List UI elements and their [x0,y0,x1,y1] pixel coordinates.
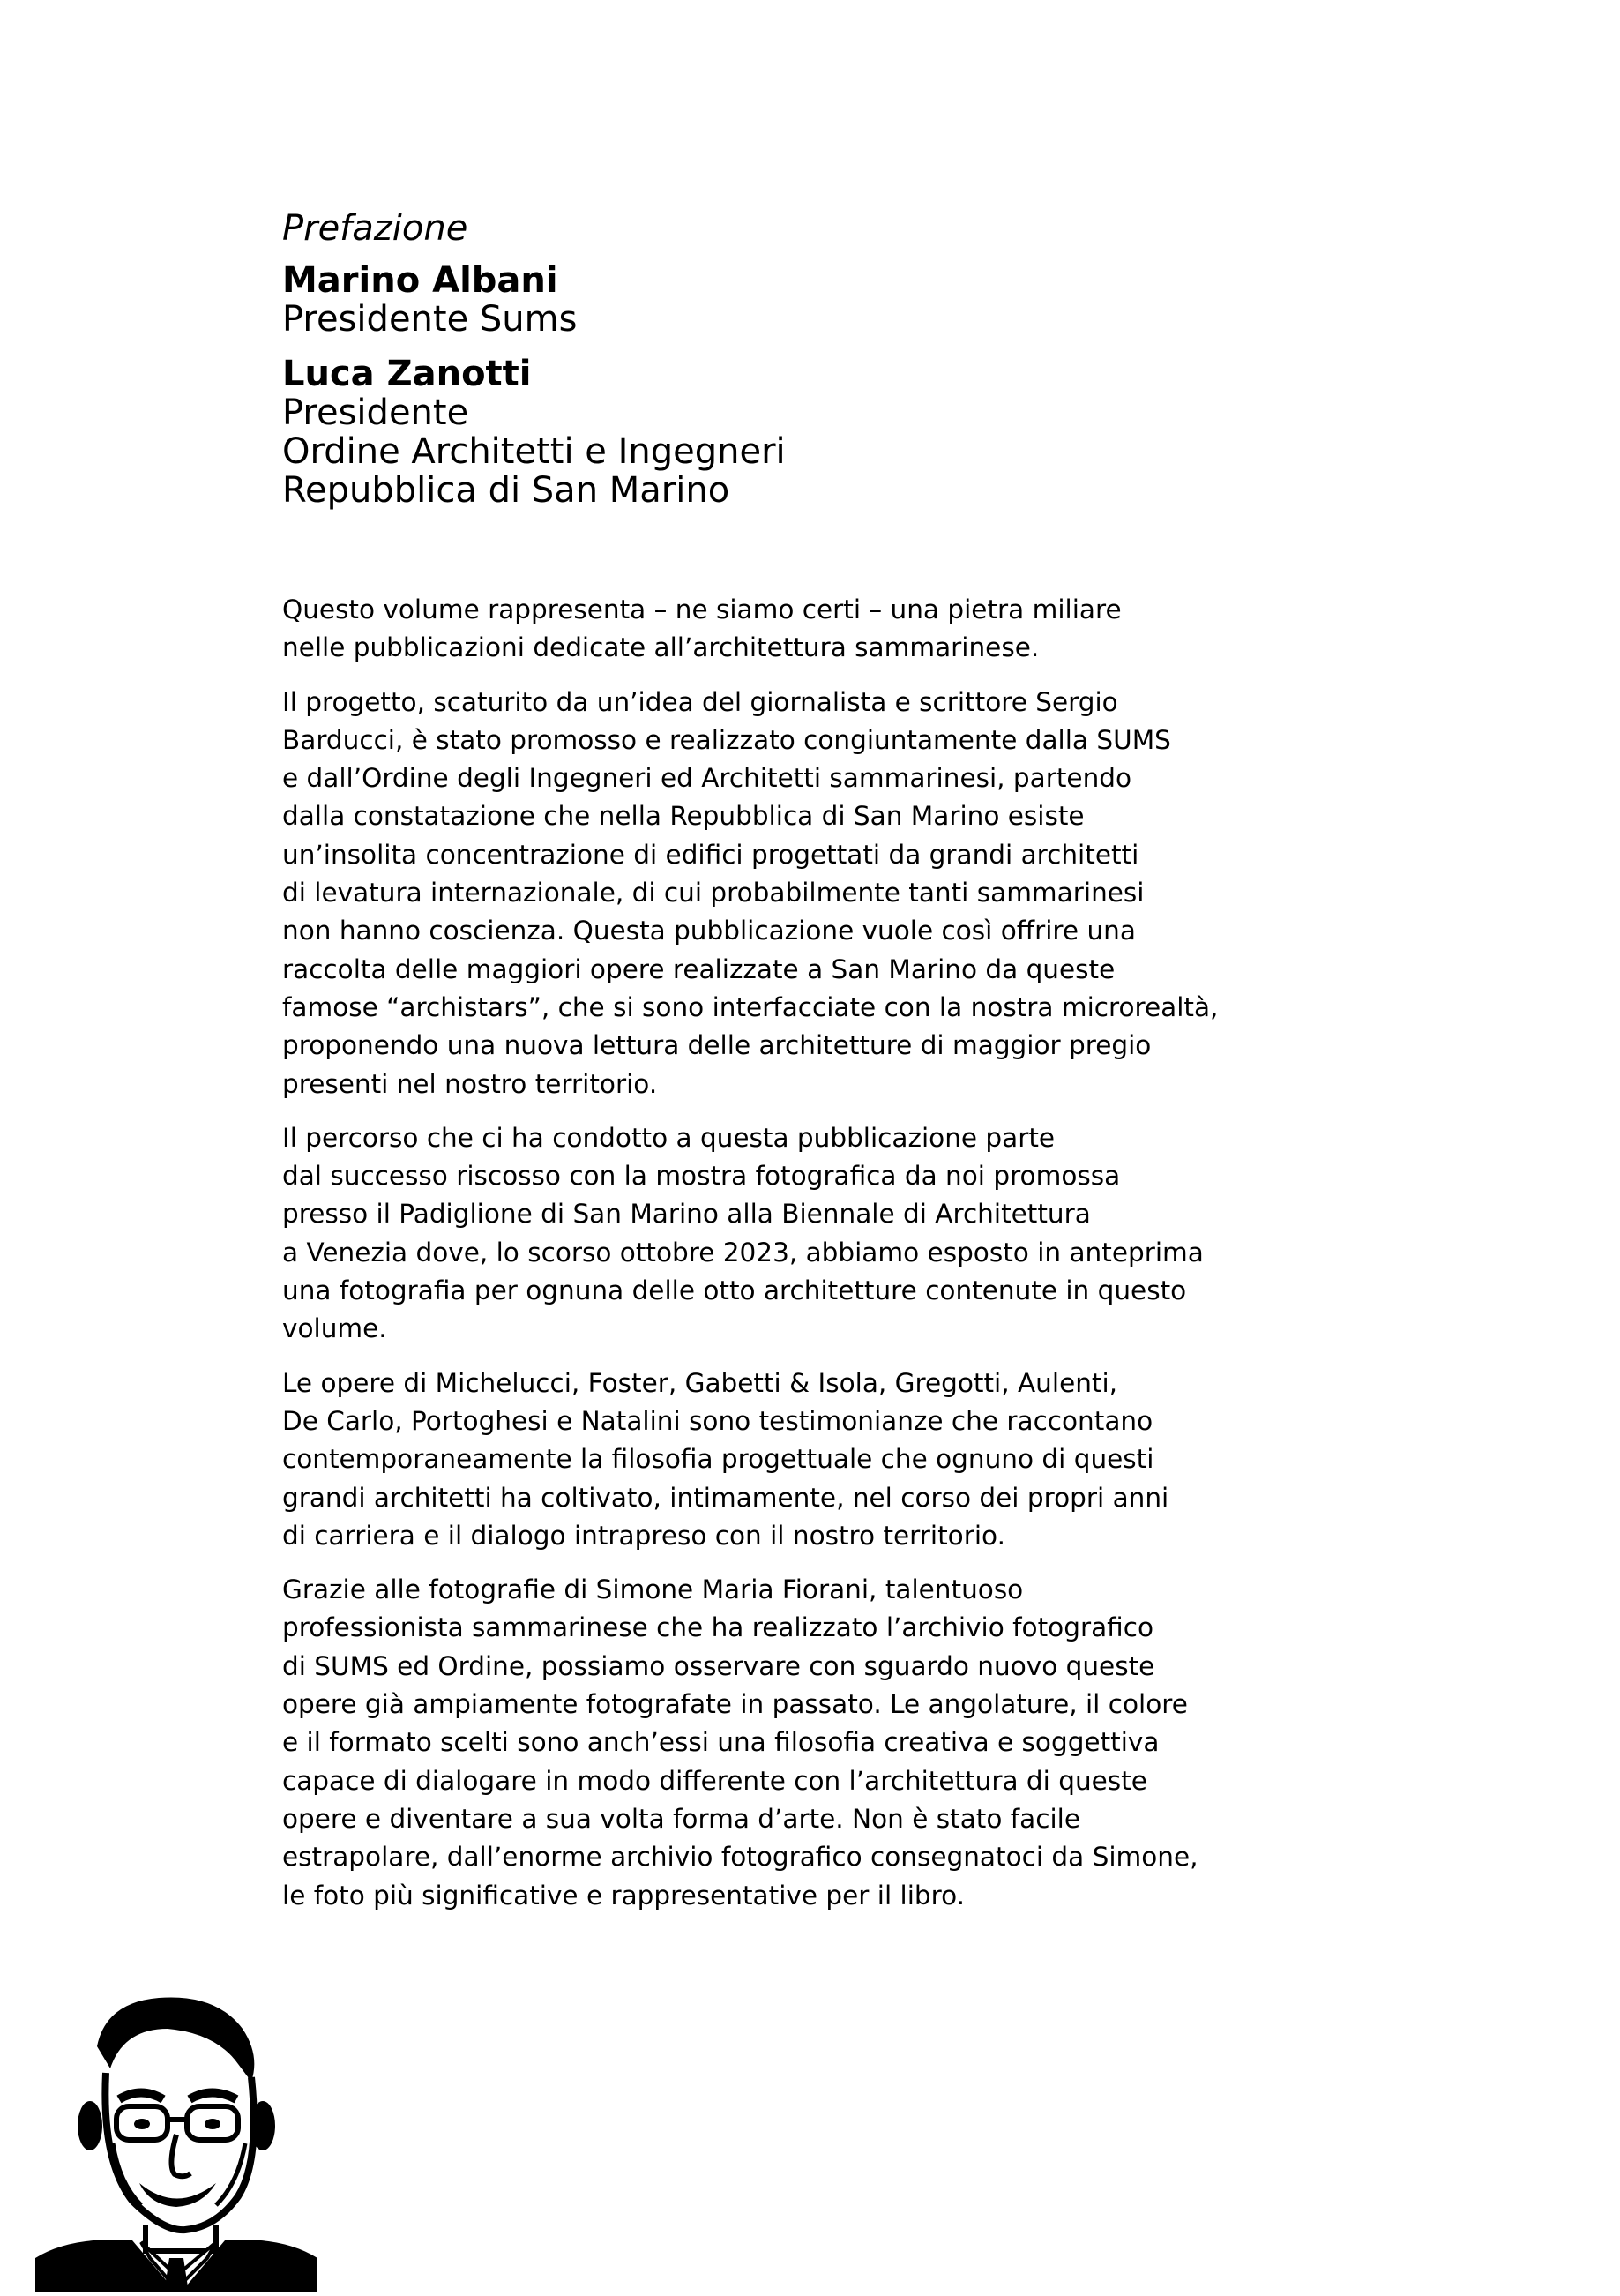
author-role: Presidente [282,393,469,433]
text-line: proponendo una nuova lettura delle architetture di maggior pregio [282,1030,1152,1061]
text-line: capace di dialogare in modo differente con l’architettura di queste [282,1765,1147,1796]
text-line: Grazie alle fotografie di Simone Maria Fiorani, talentuoso [282,1574,1024,1605]
text-line: un’insolita concentrazione di edifici progettati da grandi architetti [282,839,1139,870]
portrait-illustration-icon [35,1993,317,2292]
text-line: di SUMS ed Ordine, possiamo osservare con sguardo nuovo queste [282,1650,1155,1681]
text-line: Barducci, è stato promosso e realizzato congiuntamente dalla SUMS [282,724,1171,755]
text-line: opere già ampiamente fotografate in passato. Le angolature, il colore [282,1689,1188,1720]
text-line: raccolta delle maggiori opere realizzate a San Marino da queste [282,954,1116,984]
text-line: dal successo riscosso con la mostra fotografica da noi promossa [282,1161,1121,1192]
text-line: grandi architetti ha coltivato, intimamente, nel corso dei propri anni [282,1482,1169,1513]
text-line: estrapolare, dall’enorme archivio fotografico consegnatoci da Simone, [282,1842,1198,1873]
text-line: Il progetto, scaturito da un’idea del giornalista e scrittore Sergio [282,686,1118,717]
text-line: una fotografia per ognuna delle otto architetture contenute in questo [282,1275,1187,1306]
text-line: nelle pubblicazioni dedicate all’architettura sammarinese. [282,632,1040,663]
body-text [282,591,1429,1931]
author-block-2 [282,355,1429,510]
text-line: e il formato scelti sono anch’essi una filosofia creativa e soggettiva [282,1727,1160,1758]
author-role: Repubblica di San Marino [282,470,730,511]
text-line: De Carlo, Portoghesi e Natalini sono testimonianze che raccontano [282,1405,1153,1436]
preface-header [282,205,1429,526]
text-line: Il percorso che ci ha condotto a questa pubblicazione parte [282,1122,1056,1153]
author-role: Ordine Architetti e Ingegneri [282,431,786,472]
paragraph [282,1365,1429,1555]
author-role: Presidente Sums [282,299,578,340]
text-line: dalla constatazione che nella Repubblica di San Marino esiste [282,801,1085,832]
text-line: volume. [282,1313,387,1344]
text-line: opere e diventare a sua volta forma d’arte. Non è stato facile [282,1803,1080,1834]
paragraph [282,591,1429,668]
text-line: a Venezia dove, lo scorso ottobre 2023, abbiamo esposto in anteprima [282,1237,1204,1268]
section-label: Prefazione [282,208,468,249]
text-line: professionista sammarinese che ha realizzato l’archivio fotografico [282,1612,1154,1643]
paragraph [282,1571,1429,1915]
author-block-1 [282,261,1429,339]
author-name: Marino Albani [282,260,558,301]
text-line: presenti nel nostro territorio. [282,1068,658,1099]
text-line: Questo volume rappresenta – ne siamo certi – una pietra miliare [282,595,1122,624]
paragraph [282,1119,1429,1349]
text-line: contemporaneamente la filosofia progettuale che ognuno di questi [282,1444,1154,1475]
author-name: Luca Zanotti [282,354,532,394]
paragraph [282,684,1429,1103]
text-line: non hanno coscienza. Questa pubblicazione vuole così offrire una [282,916,1136,946]
text-line: presso il Padiglione di San Marino alla Biennale di Architettura [282,1199,1091,1230]
text-line: di carriera e il dialogo intrapreso con il nostro territorio. [282,1520,1005,1551]
text-line: le foto più significative e rappresentative per il libro. [282,1880,966,1911]
text-line: di levatura internazionale, di cui probabilmente tanti sammarinesi [282,878,1145,909]
text-line: Le opere di Michelucci, Foster, Gabetti & Isola, Gregotti, Aulenti, [282,1367,1118,1398]
text-line: famose “archistars”, che si sono interfacciate con la nostra microrealtà, [282,991,1219,1022]
text-line: e dall’Ordine degli Ingegneri ed Architetti sammarinesi, partendo [282,763,1132,794]
